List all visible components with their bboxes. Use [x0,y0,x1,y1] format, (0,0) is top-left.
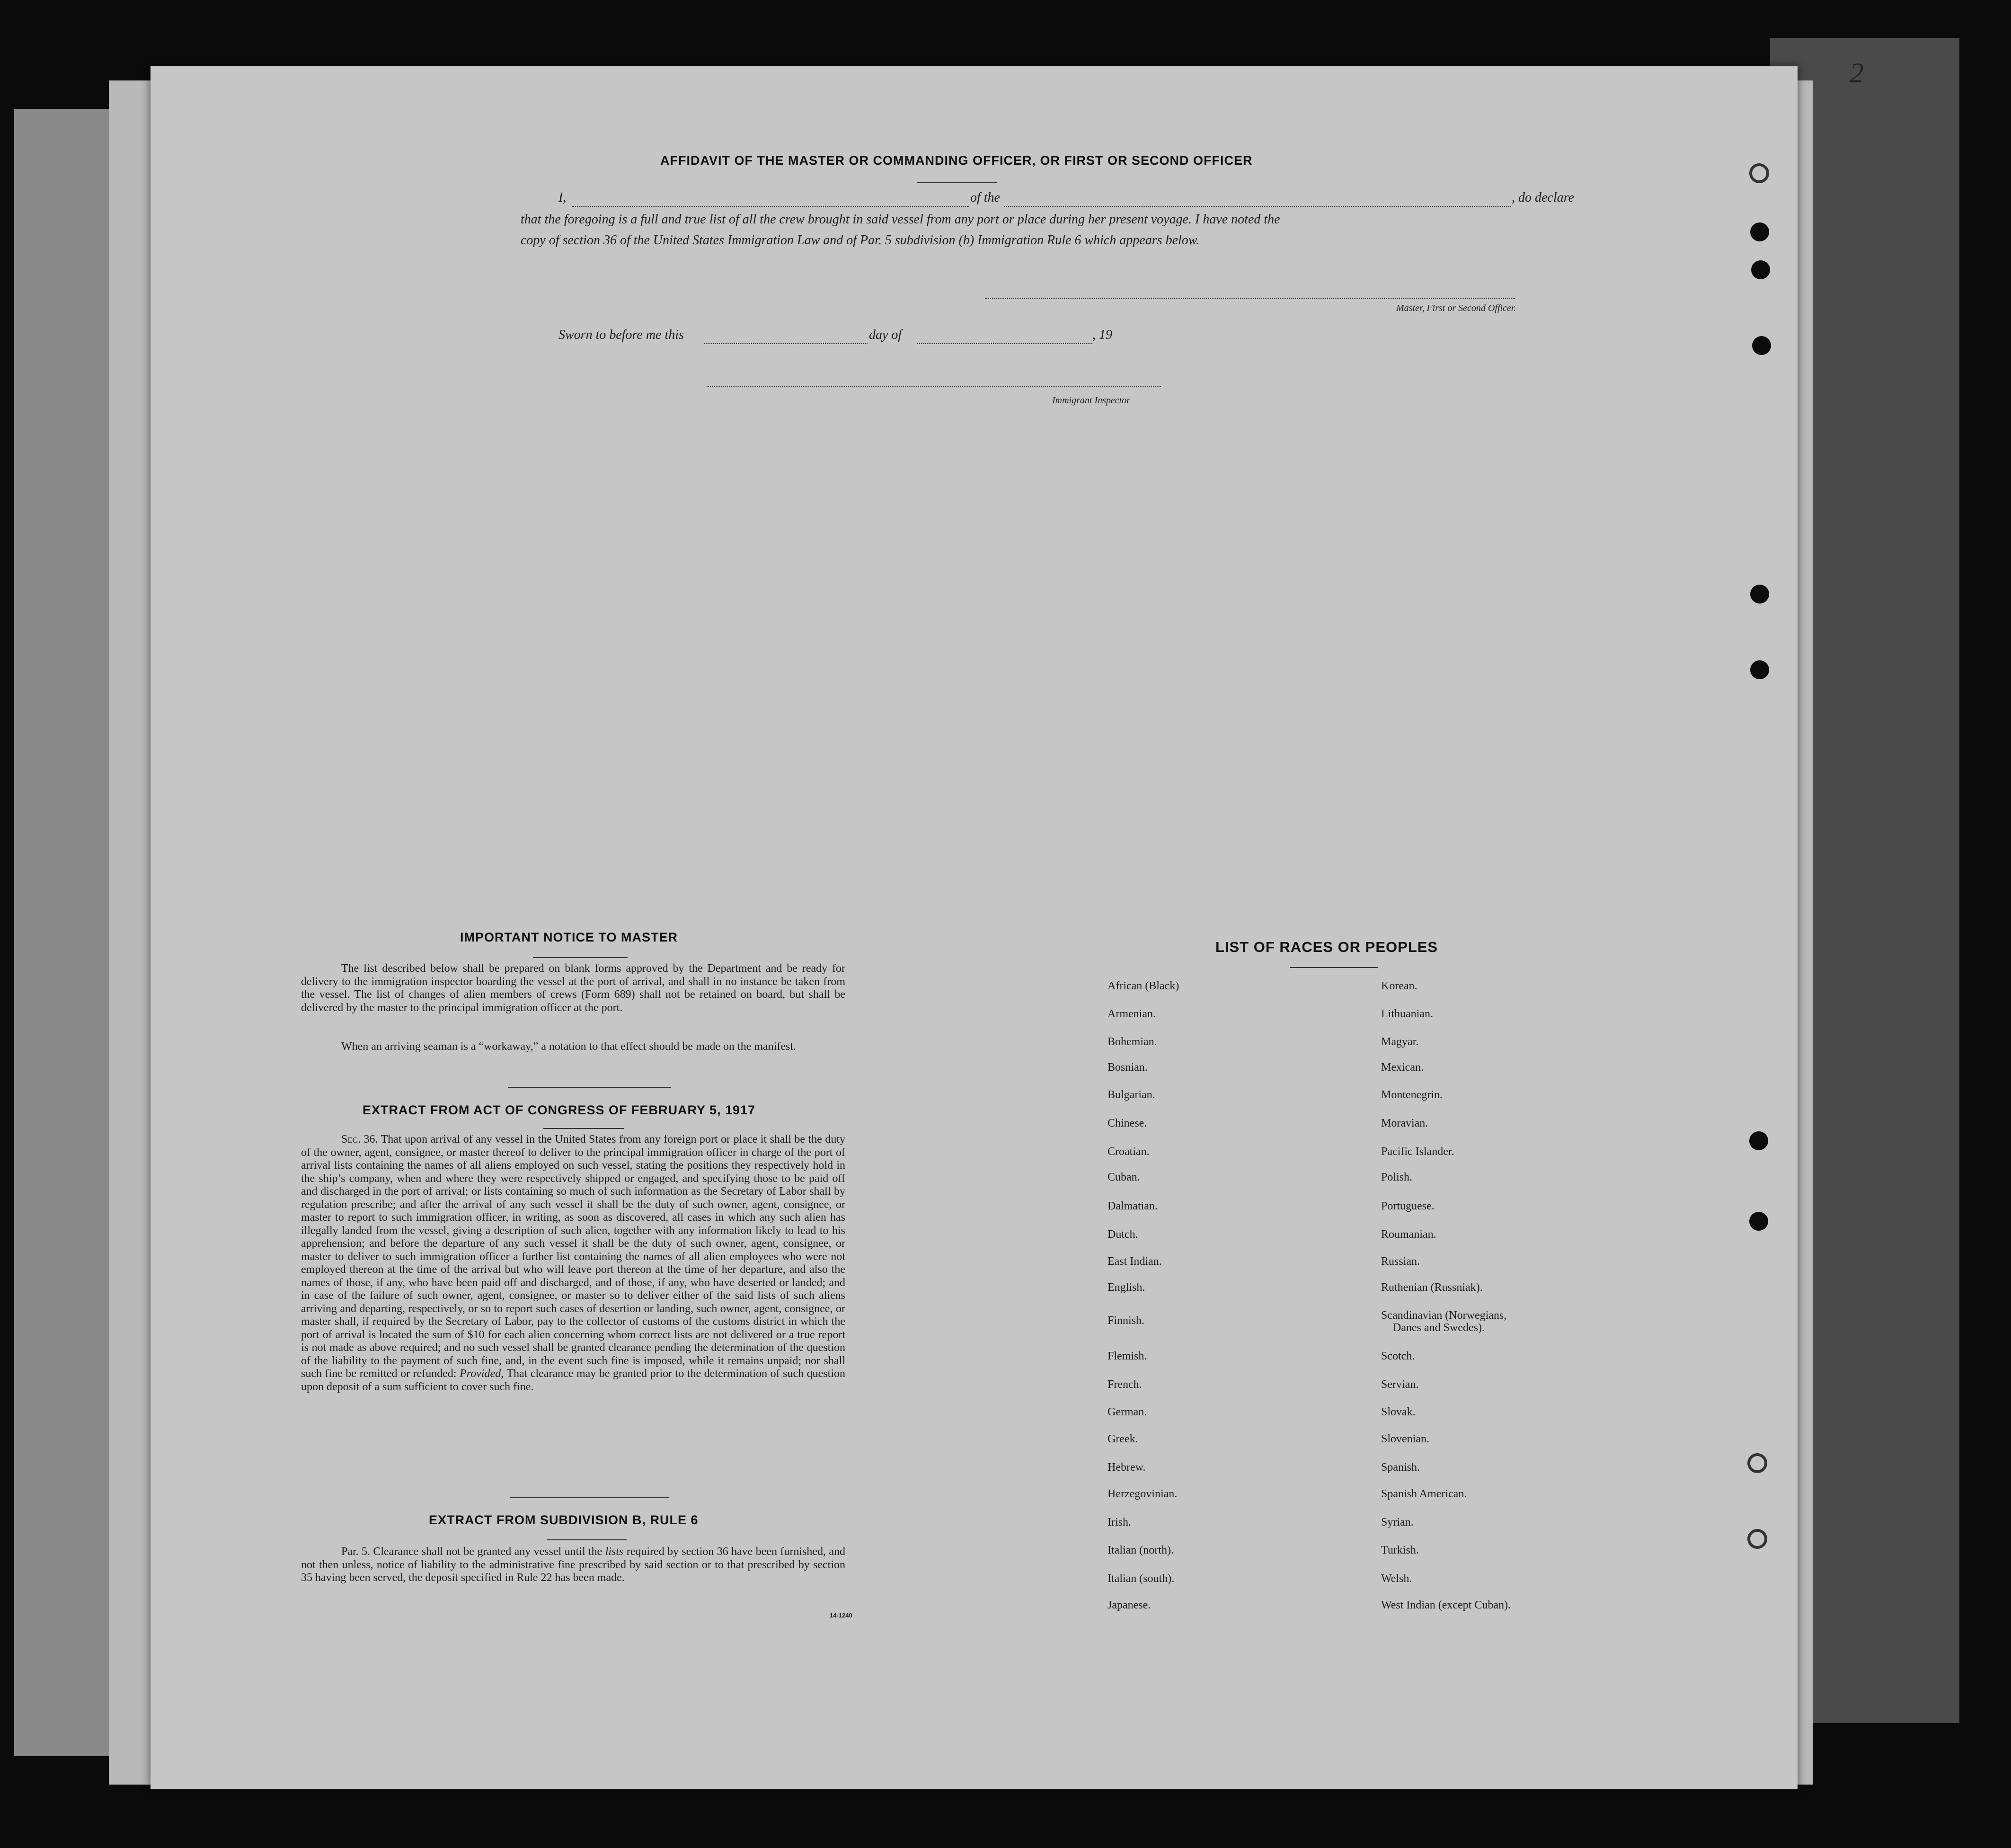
race-item: Herzegovinian. [1107,1488,1178,1500]
punch-hole-icon [1749,163,1769,183]
race-item: Flemish. [1107,1350,1147,1362]
race-item: Russian. [1381,1255,1420,1268]
notice-paragraph-1 [301,962,845,1014]
lists-word: lists [605,1546,624,1558]
race-item: Bosnian. [1107,1061,1148,1074]
race-item: West Indian (except Cuban). [1381,1599,1511,1611]
affidavit-heading: AFFIDAVIT OF THE MASTER OR COMMANDING OFFICER, OR FIRST OR SECOND OFFICER [660,153,1253,168]
race-item: Bohemian. [1107,1036,1157,1048]
races-heading-rule [1290,967,1378,968]
act-extract-heading-rule [543,1128,624,1129]
affidavit-line-3: copy of section 36 of the United States Immigration Law and of Par. 5 subdivision (b) Immigration Rule 6 which appears below. [521,233,1200,248]
margin-note: 2 [1850,57,1864,89]
race-item: Dutch. [1107,1228,1138,1241]
race-item: Roumanian. [1381,1228,1436,1241]
punch-hole-icon [1752,336,1771,355]
race-item: Magyar. [1381,1036,1419,1048]
section-label: Sec. 36. [341,1133,378,1146]
master-signature-label: Master, First or Second Officer. [1396,303,1516,313]
race-item: English. [1107,1281,1145,1294]
manifest-page [151,57,1864,1789]
race-item: Spanish. [1381,1461,1420,1474]
race-item: Slovak. [1381,1406,1416,1418]
act-section-36-text [301,1133,845,1394]
punch-hole-icon [1751,260,1770,279]
act-extract-heading: EXTRACT FROM ACT OF CONGRESS OF FEBRUARY 5, 1917 [363,1103,756,1117]
affidavit-line-2: that the foregoing is a full and true list of all the crew brought in said vessel from any port or place during her present voyage. I have noted the [521,212,1280,227]
section-36-tail: That clearance may be granted prior to the determination of such question upon deposit of a sum sufficient to cover such fine. [301,1368,846,1393]
day-of-label: day of [869,328,902,342]
race-item: Cuban. [1107,1171,1140,1183]
race-item: Lithuanian. [1381,1008,1433,1020]
punch-hole-icon [1750,222,1769,241]
race-item: East Indian. [1107,1255,1162,1268]
affidavit-of-the-label: of the [970,190,1000,205]
race-item: Croatian. [1107,1146,1150,1158]
notice-paragraph-1-text: The list described below shall be prepared on blank forms approved by the Department and be ready for delivery to the immigration inspector boarding the vessel at the port of arrival, and shall in no instance be taken from the vessel. The list of changes of alien members of crews (Form 689) shall not be retained on board, but shall be delivered by the master to the principal immigration officer at the port. [301,962,845,1014]
punch-hole-icon [1750,585,1769,604]
race-item: Bulgarian. [1107,1089,1155,1101]
race-item: Syrian. [1381,1516,1414,1528]
rule-paragraph-5-text [301,1546,845,1585]
affidavit-heading-rule [917,182,997,183]
race-item: Korean. [1381,980,1417,992]
race-item: Italian (north). [1107,1544,1174,1556]
race-item: Spanish American. [1381,1488,1467,1500]
notice-paragraph-2-text: When an arriving seaman is a “workaway,” a notation to that effect should be made on the manifest. [341,1040,796,1053]
section-36-body: That upon arrival of any vessel in the United States from any foreign port or place it shall be the duty of the owner, agent, consignee, or master thereof to deliver to the principal immigration officer in charge of the port of arrival lists containing the names of all aliens employed on such vessel, stating the positions they respectively hold in the ship’s company, when and where they were respectively shipped or engaged, and specifying those to be paid off and discharged in the port of arrival; or lists containing so much of such information as the Secretary of Labor shall by regulation prescribe; and after the arrival of any such vessel it shall be the duty of such owner, agent, consignee, or master to report to such immigration officer, in writing, as soon as discovered, all cases in which any such alien has illegally landed from the vessel, giving a description of such alien, together with any information likely to lead to his apprehension; and before the departure of any such vessel it shall be the duty of such owner, agent, consignee, or master to deliver to such immigration officer a further list containing the names of all alien employees who were not employed thereon at the time of the arrival but who will leave port thereon at the time of her departure, and also the names of those, if any, who have been paid off and discharged, and of those, if any, who have deserted or landed; and in case of the failure of such owner, agent, consignee, or master so to deliver either of the said lists of such aliens arriving and departing, respectively, or so to report such cases of desertion or landing, such owner, agent, consignee, or master shall, if required by the Secretary of Labor, pay to the collector of customs of the customs district in which the port of arrival is located the sum of $10 for each alien concerning whom correct lists are not delivered or a true report is not made as above required; and no such vessel shall be granted clearance pending the determination of the question of the liability to the payment of such fine, and, in the event such fine is imposed, while it remains unpaid; nor shall such fine be remitted or refunded: [301,1133,846,1380]
race-item: Irish. [1107,1516,1131,1528]
rule-extract-heading: EXTRACT FROM SUBDIVISION B, RULE 6 [429,1513,699,1527]
provided-word: Provided, [460,1368,504,1380]
sworn-day-line [704,343,868,344]
race-item: Scandinavian (Norwegians, [1381,1309,1507,1322]
rule-text-start: Par. 5. Clearance shall not be granted any vessel until the [341,1546,602,1558]
master-signature-line [985,298,1515,299]
races-heading: LIST OF RACES OR PEOPLES [1215,939,1438,955]
race-item: Slovenian. [1381,1433,1429,1445]
race-item: Ruthenian (Russniak). [1381,1281,1483,1294]
race-item: Danes and Swedes). [1393,1322,1485,1334]
race-item: Moravian. [1381,1117,1428,1129]
act-extract-divider [510,1497,669,1498]
race-item: Greek. [1107,1433,1138,1445]
affidavit-do-declare: , do declare [1512,190,1574,205]
punch-hole-icon [1747,1529,1767,1549]
notice-heading: IMPORTANT NOTICE TO MASTER [460,930,678,944]
rule-extract-heading-rule [547,1539,627,1540]
race-item: Pacific Islander. [1381,1146,1454,1158]
affidavit-i-label: I, [558,190,567,205]
form-number: 14-1240 [830,1612,852,1619]
race-item: Welsh. [1381,1573,1412,1585]
race-item: Servian. [1381,1378,1419,1391]
race-item: Turkish. [1381,1544,1419,1556]
punch-hole-icon [1747,1453,1767,1473]
affidavit-name-line [572,206,969,207]
inspector-label: Immigrant Inspector [1052,395,1130,406]
notice-heading-rule [533,957,628,958]
race-item: French. [1107,1378,1142,1391]
race-item: Finnish. [1107,1315,1145,1327]
punch-hole-icon [1749,1131,1768,1150]
inspector-signature-line [707,386,1161,387]
race-item: German. [1107,1406,1147,1418]
race-item: Italian (south). [1107,1573,1175,1585]
race-item: Japanese. [1107,1599,1151,1611]
race-item: Mexican. [1381,1061,1424,1074]
year-label: , 19 [1092,328,1112,342]
sworn-month-line [917,343,1092,344]
rule-text-end: required by section 36 have been furnished, and not then unless, notice of liability to the administrative fine prescribed by said section or to that prescribed by section 35 having been served, the deposit specified in Rule 22 has been made. [301,1546,846,1584]
sworn-before-label: Sworn to before me this [558,328,684,342]
race-item: African (Black) [1107,980,1179,992]
race-item: Dalmatian. [1107,1200,1158,1212]
race-item: Armenian. [1107,1008,1156,1020]
race-item: Portuguese. [1381,1200,1435,1212]
race-item: Scotch. [1381,1350,1415,1362]
race-item: Chinese. [1107,1117,1147,1129]
race-item: Polish. [1381,1171,1413,1183]
race-item: Hebrew. [1107,1461,1146,1474]
notice-divider [508,1087,671,1088]
punch-hole-icon [1750,660,1769,679]
affidavit-vessel-line [1004,206,1511,207]
punch-hole-icon [1749,1212,1768,1231]
notice-paragraph-2 [301,1040,845,1054]
race-item: Montenegrin. [1381,1089,1443,1101]
